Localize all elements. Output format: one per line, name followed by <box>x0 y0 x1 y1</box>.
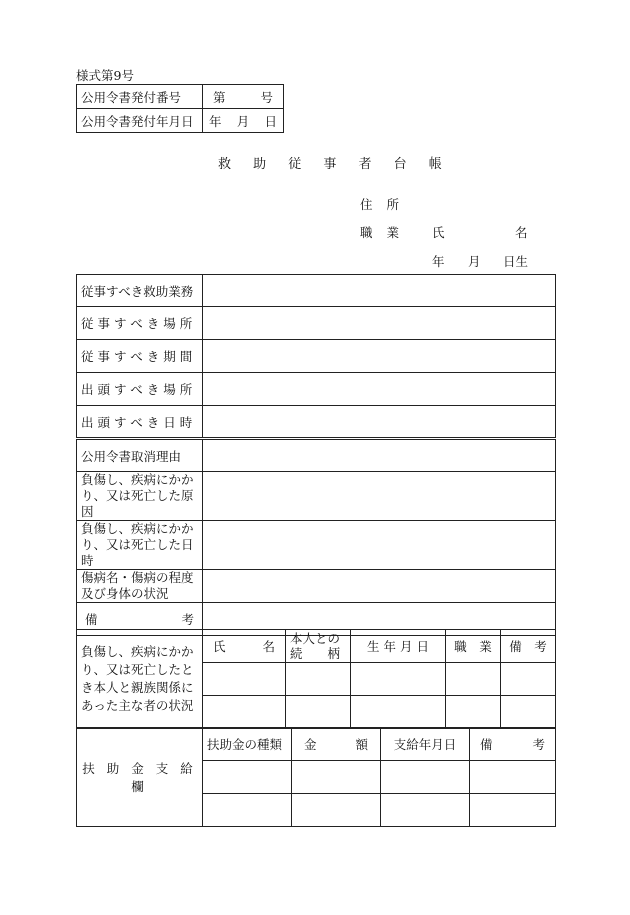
birth-hi-label: 日生 <box>503 254 529 269</box>
family-col-relation-2: 続 柄 <box>290 646 341 661</box>
family-cell[interactable] <box>203 663 286 696</box>
address-label: 住 所 <box>360 197 404 212</box>
row-label-cancel-reason: 公用令書取消理由 <box>77 439 203 472</box>
issue-number-field[interactable] <box>203 85 284 109</box>
family-cell[interactable] <box>351 663 446 696</box>
row-label-injury-datetime: 負傷し、疾病にかかり、又は死亡した日時 <box>77 521 203 570</box>
family-col-relation <box>286 630 351 663</box>
payment-cell[interactable] <box>203 761 292 794</box>
payment-col-remarks <box>470 728 556 761</box>
row-field-cancel-reason[interactable] <box>203 439 556 472</box>
payment-cell[interactable] <box>381 794 470 827</box>
birth-tsuki-label: 月 <box>468 254 481 269</box>
go-label: 号 <box>260 89 273 105</box>
family-col-name <box>203 630 286 663</box>
main-table <box>76 274 556 636</box>
row-field-injury-condition[interactable] <box>203 570 556 603</box>
family-cell[interactable] <box>286 663 351 696</box>
payment-cell[interactable] <box>292 794 381 827</box>
row-field-relief-duty[interactable] <box>203 275 556 307</box>
issue-date-label: 公用令書発付年月日 <box>77 109 203 133</box>
family-col-birth: 生 年 月 日 <box>351 630 446 663</box>
payment-cell[interactable] <box>470 794 556 827</box>
payment-col-amount-b: 額 <box>355 737 368 752</box>
payment-cell[interactable] <box>381 761 470 794</box>
payment-col-date: 支給年月日 <box>381 728 470 761</box>
dai-label: 第 <box>213 89 226 105</box>
family-cell[interactable] <box>286 696 351 729</box>
row-field-duty-period[interactable] <box>203 340 556 373</box>
row-label-relief-duty: 従事すべき救助業務 <box>77 275 203 307</box>
family-cell[interactable] <box>501 663 556 696</box>
row-field-injury-cause[interactable] <box>203 472 556 521</box>
tsuki-label: 月 <box>236 113 250 129</box>
payment-label: 扶 助 金 支 給 欄 <box>77 728 203 827</box>
birth-nen-label: 年 <box>432 254 445 269</box>
family-cell[interactable] <box>351 696 446 729</box>
payment-col-amount-a: 金 <box>304 737 317 752</box>
row-label-report-datetime: 出頭すべき日時 <box>77 406 203 439</box>
issue-table <box>76 84 284 133</box>
occupation-label: 職 業 <box>360 225 404 240</box>
payment-table <box>76 727 556 827</box>
row-label-duty-place: 従事すべき場所 <box>77 307 203 340</box>
family-col-occupation: 職 業 <box>446 630 501 663</box>
family-table <box>76 629 556 729</box>
payment-cell[interactable] <box>470 761 556 794</box>
row-label-injury-cause: 負傷し、疾病にかかり、又は死亡した原因 <box>77 472 203 521</box>
form-number: 様式第9号 <box>76 68 134 83</box>
family-label: 負傷し、疾病にかかり、又は死亡したとき本人と親族関係にあった主な者の状況 <box>77 630 203 729</box>
name-mei-label: 名 <box>515 225 528 240</box>
name-shi-label: 氏 <box>432 225 445 240</box>
row-field-injury-datetime[interactable] <box>203 521 556 570</box>
remarks-b: 考 <box>181 612 194 627</box>
row-field-report-place[interactable] <box>203 373 556 406</box>
payment-col-remarks-a: 備 <box>480 737 493 752</box>
family-cell[interactable] <box>446 663 501 696</box>
hi-label: 日 <box>264 113 277 129</box>
family-col-name-a: 氏 <box>213 639 226 654</box>
family-cell[interactable] <box>501 696 556 729</box>
family-col-remarks: 備 考 <box>501 630 556 663</box>
row-label-duty-period: 従事すべき期間 <box>77 340 203 373</box>
issue-date-field[interactable] <box>203 109 284 133</box>
page-title: 救 助 従 事 者 台 帳 <box>218 157 451 172</box>
row-label-report-place: 出頭すべき場所 <box>77 373 203 406</box>
row-label-injury-condition: 傷病名・傷病の程度及び身体の状況 <box>77 570 203 603</box>
remarks-a: 備 <box>85 612 98 627</box>
payment-col-type: 扶助金の種類 <box>203 728 292 761</box>
family-col-name-b: 名 <box>262 639 275 654</box>
family-col-relation-1: 本人との <box>290 631 341 646</box>
payment-cell[interactable] <box>203 794 292 827</box>
row-field-report-datetime[interactable] <box>203 406 556 439</box>
issue-number-label: 公用令書発付番号 <box>77 85 203 109</box>
payment-col-amount <box>292 728 381 761</box>
nen-label: 年 <box>209 113 222 129</box>
payment-col-remarks-b: 考 <box>532 737 545 752</box>
row-field-duty-place[interactable] <box>203 307 556 340</box>
payment-cell[interactable] <box>292 761 381 794</box>
family-cell[interactable] <box>446 696 501 729</box>
family-cell[interactable] <box>203 696 286 729</box>
